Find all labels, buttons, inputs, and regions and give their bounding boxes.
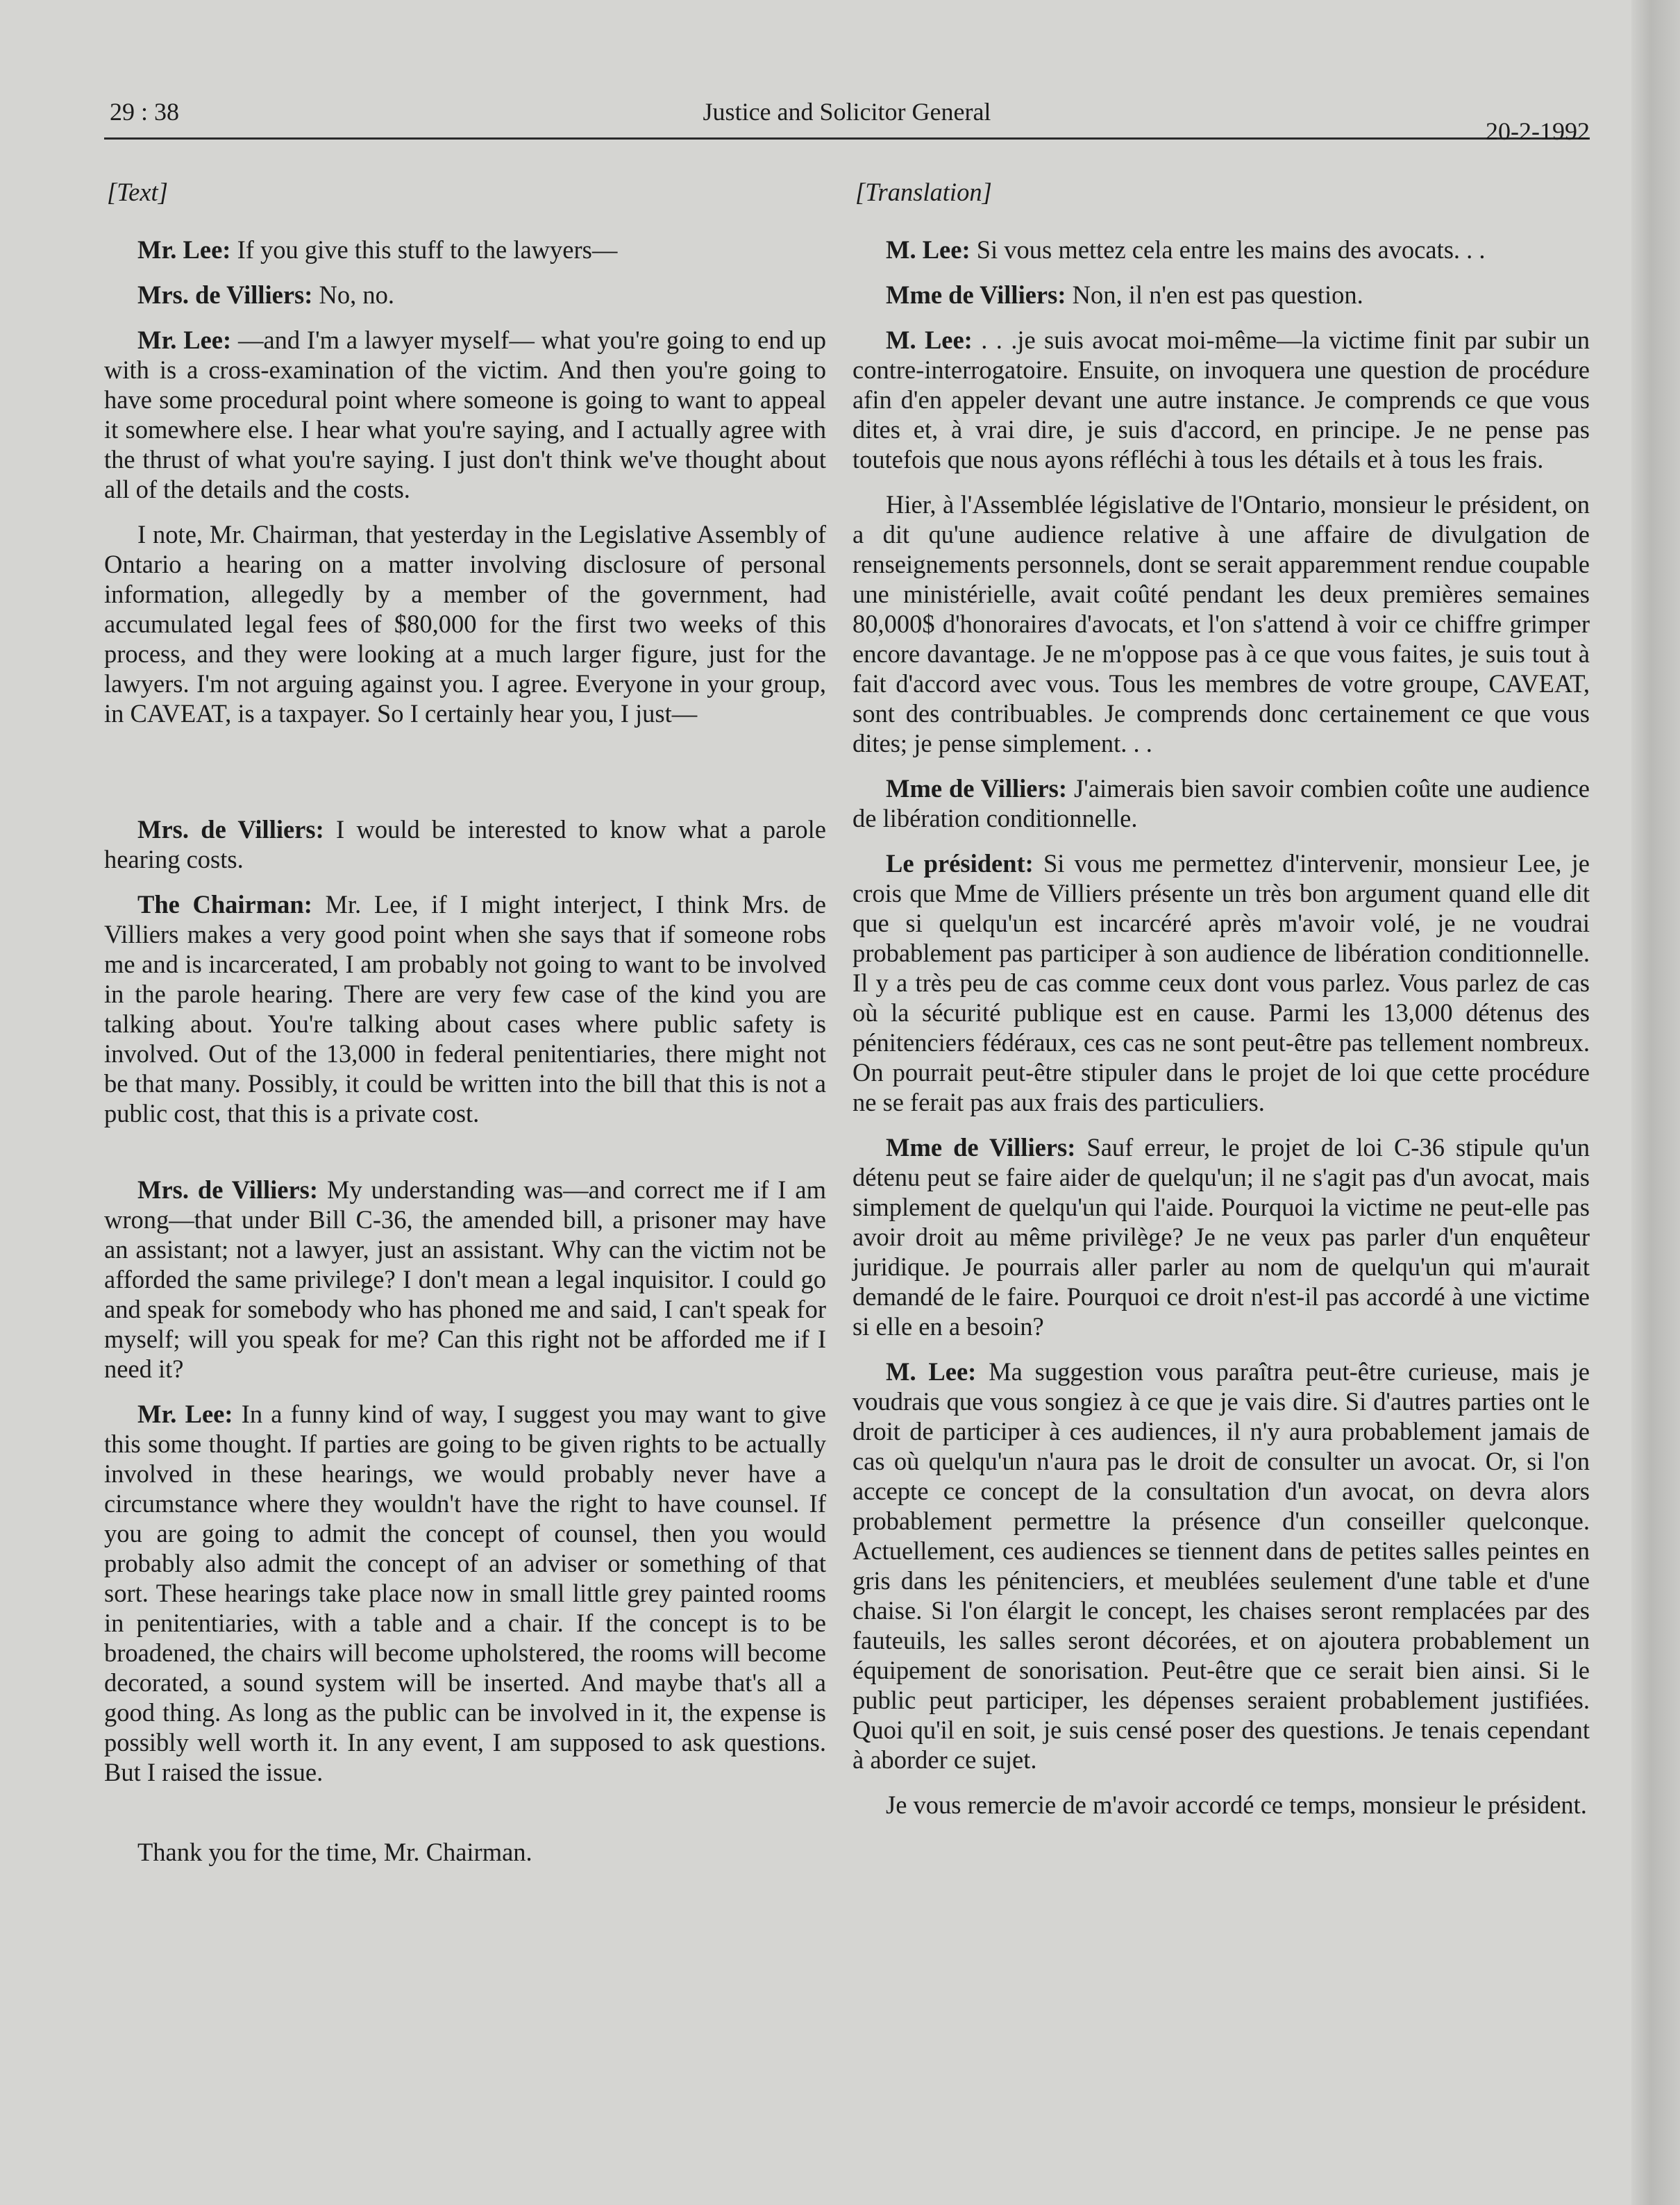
paragraph-text: —and I'm a lawyer myself— what you're going to end up with is a cross-examination of the victim. And then you're going to have some procedural point where someone is going to want to appeal it somewhere else. I hear what you're saying, and I actually agree with the thrust of what you're saying. I just don't think we've thought about all of the details and the costs. <box>104 326 826 503</box>
paragraph <box>852 773 1590 833</box>
paragraph-text: Si vous me permettez d'intervenir, monsieur Lee, je crois que Mme de Villiers présente un très bon argument quand elle dit que si quelqu'un est incarcéré après m'avoir volé, je ne voudrai probablement pas participer à son audience de libération conditionnelle. Il y a très peu de cas comme ceux dont vous parlez. Vous parlez de cas où la sécurité publique est en cause. Parmi les 13,000 détenus des pénitenciers fédéraux, ces cas ne sont peut-être pas tellement nombreux. On pourrait peut-être stipuler dans le projet de loi que cette procédure ne se ferait pas aux frais des particuliers. <box>852 849 1590 1116</box>
paragraph <box>852 325 1590 474</box>
spacer <box>104 1802 826 1837</box>
paragraph-text: I note, Mr. Chairman, that yesterday in the Legislative Assembly of Ontario a hearing on a matter involving disclosure of personal information, allegedly by a member of the government, had accumulated legal fees of $80,000 for the first two weeks of this process, and they were looking at a much larger figure, just for the lawyers. I'm not arguing against you. I agree. Everyone in your group, in CAVEAT, is a taxpayer. So I certainly hear you, I just— <box>104 520 826 728</box>
spacer <box>104 744 826 814</box>
speaker: Mr. Lee: <box>137 1400 233 1428</box>
speaker: Mrs. de Villiers: <box>137 815 324 844</box>
speaker: The Chairman: <box>137 890 312 919</box>
speaker: Mr. Lee: <box>137 326 232 354</box>
paragraph-text: In a funny kind of way, I suggest you may want to give this some thought. If parties are going to be given rights to be actually involved in these hearings, we would probably never have a circumstance where they wouldn't have the right to have counsel. If you are going to admit the concept of counsel, then you would probably also admit the concept of an adviser or something of that sort. These hearings take place now in small little grey painted rooms in penitentiaries, with a table and a chair. If the concept is to be broadened, the chairs will become upholstered, the rooms will become decorated, a sound system will be inserted. And maybe that's all a good thing. As long as the public can be involved in it, the expense is possibly well worth it. In any event, I am supposed to ask questions. But I raised the issue. <box>104 1400 826 1786</box>
paragraph <box>104 325 826 504</box>
paragraph-text: If you give this stuff to the lawyers— <box>230 235 618 264</box>
speaker: M. Lee: <box>886 326 973 354</box>
paragraph-text: J'aimerais bien savoir combien coûte une audience de libération conditionnelle. <box>852 774 1590 832</box>
column-label: [Text] <box>107 178 168 206</box>
page-header <box>104 97 1590 145</box>
paragraph <box>104 1837 826 1867</box>
speaker: Mrs. de Villiers: <box>137 280 313 309</box>
speaker: Le président: <box>886 849 1034 878</box>
paragraph-text: I would be interested to know what a parole hearing costs. <box>104 815 826 873</box>
paragraph <box>852 489 1590 758</box>
paragraph <box>104 519 826 728</box>
speaker: M. Lee: <box>886 235 971 264</box>
paragraph <box>104 235 826 265</box>
paragraph-text: My understanding was—and correct me if I am wrong—that under Bill C-36, the amended bill, a prisoner may have an assistant; not a lawyer, just an assistant. Why can the victim not be afforded the same privilege? I don't mean a legal inquisitor. I could go and speak for somebody who has phoned me and said, I can't speak for myself; will you speak for me? Can this right not be afforded me if I need it? <box>104 1175 826 1383</box>
paragraph-text: Non, il n'en est pas question. <box>1066 280 1363 309</box>
speaker: Mrs. de Villiers: <box>137 1175 319 1204</box>
paragraph <box>852 1790 1590 1820</box>
paragraph <box>104 1399 826 1787</box>
paragraph <box>104 889 826 1128</box>
page-number: 29 : 38 <box>110 98 180 126</box>
paragraph <box>852 848 1590 1117</box>
paragraph-text: Sauf erreur, le projet de loi C-36 stipule qu'un détenu peut se faire aider de quelqu'un; il ne s'agit pas d'un avocat, mais simplement de quelqu'un qui l'aide. Pourquoi la victime ne peut-elle pas avoir droit au même privilège? Je ne veux pas parler d'un enquêteur juridique. Je pourrais aller parler au nom de quelqu'un qui m'aurait demandé de le faire. Pourquoi ce droit n'est-il pas accordé à une victime si elle en a besoin? <box>852 1133 1590 1341</box>
paragraph <box>104 280 826 310</box>
paragraph-text: Si vous mettez cela entre les mains des avocats. . . <box>970 235 1486 264</box>
paragraph <box>104 814 826 874</box>
paragraph-text: Mr. Lee, if I might interject, I think Mrs. de Villiers makes a very good point when she says that if someone robs me and is incarcerated, I am probably not going to want to be involved in the parole hearing. There are very few case of the kind you are talking about. You're talking about cases where public safety is involved. Out of the 13,000 in federal penitentiaries, there might not be that many. Possibly, it could be written into the bill that this is not a public cost, that this is a private cost. <box>104 890 826 1127</box>
paragraph <box>104 1175 826 1384</box>
paragraph-text: No, no. <box>312 280 395 309</box>
speaker: M. Lee: <box>886 1357 977 1386</box>
paragraph-text: . . .je suis avocat moi-même—la victime finit par subir un contre-interrogatoire. Ensuite, on invoquera une question de procédure afin d'en appeler devant une autre instance. Je comprends ce que vous dites et, à vrai dire, je suis d'accord, en principe. Je ne pense pas toutefois que nous ayons réfléchi à tous les détails et à tous les frais. <box>852 326 1590 473</box>
paragraph <box>852 235 1590 265</box>
paragraph-text: Thank you for the time, Mr. Chairman. <box>137 1838 532 1866</box>
paragraph-text: Ma suggestion vous paraîtra peut-être curieuse, mais je voudrais que vous songiez à ce que je vais dire. Si d'autres parties ont le droit de participer à ces audiences, il n'y aura probablement jamais de cas où quelqu'un n'aura pas le droit de consulter un avocat. Or, si l'on accepte ce concept de la consultation d'un avocat, on devra alors probablement permettre la présence d'un conseiller quelconque. Actuellement, ces audiences se tiennent dans de petites salles peintes en gris dans les pénitenciers, et meublées seulement d'une table et d'une chaise. Si l'on élargit le concept, les chaises seront remplacées par des fauteuils, les salles seront décorées, et on ajoutera probablement un équipement de sonorisation. Peut-être que ce serait bien ainsi. Si le public peut participer, les dépenses seraient probablement justifiées. Quoi qu'il en soit, je suis censé poser des questions. Je tenais cependant à aborder ce sujet. <box>852 1357 1590 1774</box>
spacer <box>104 1143 826 1175</box>
paragraph <box>852 1132 1590 1341</box>
column-label: [Translation] <box>855 178 992 206</box>
paragraph-text: Hier, à l'Assemblée législative de l'Ontario, monsieur le président, on a dit qu'une audience relative à une affaire de divulgation de renseignements personnels, dont se serait apparemment rendue coupable une ministérielle, avait coûté pendant les deux premières semaines 80,000$ d'honoraires d'avocats, et l'on s'attend à voir ce chiffre grimper encore davantage. Je ne m'oppose pas à ce que vous faites, je suis tout à fait d'accord avec vous. Tous les membres de votre groupe, CAVEAT, sont des contribuables. Je comprends donc certainement ce que vous dites; je pense simplement. . . <box>852 490 1590 757</box>
running-title: Justice and Solicitor General <box>703 98 991 126</box>
speaker: Mme de Villiers: <box>886 1133 1076 1162</box>
speaker: Mme de Villiers: <box>886 280 1066 309</box>
page-edge <box>1631 0 1680 2205</box>
paragraph <box>852 280 1590 310</box>
paragraph-text: Je vous remercie de m'avoir accordé ce temps, monsieur le président. <box>886 1791 1587 1819</box>
page-date: 20-2-1992 <box>1486 117 1590 145</box>
text-column-english <box>104 177 826 1882</box>
speaker: Mme de Villiers: <box>886 774 1068 803</box>
speaker: Mr. Lee: <box>137 235 231 264</box>
text-column-french <box>852 177 1590 1835</box>
paragraph <box>852 1357 1590 1775</box>
